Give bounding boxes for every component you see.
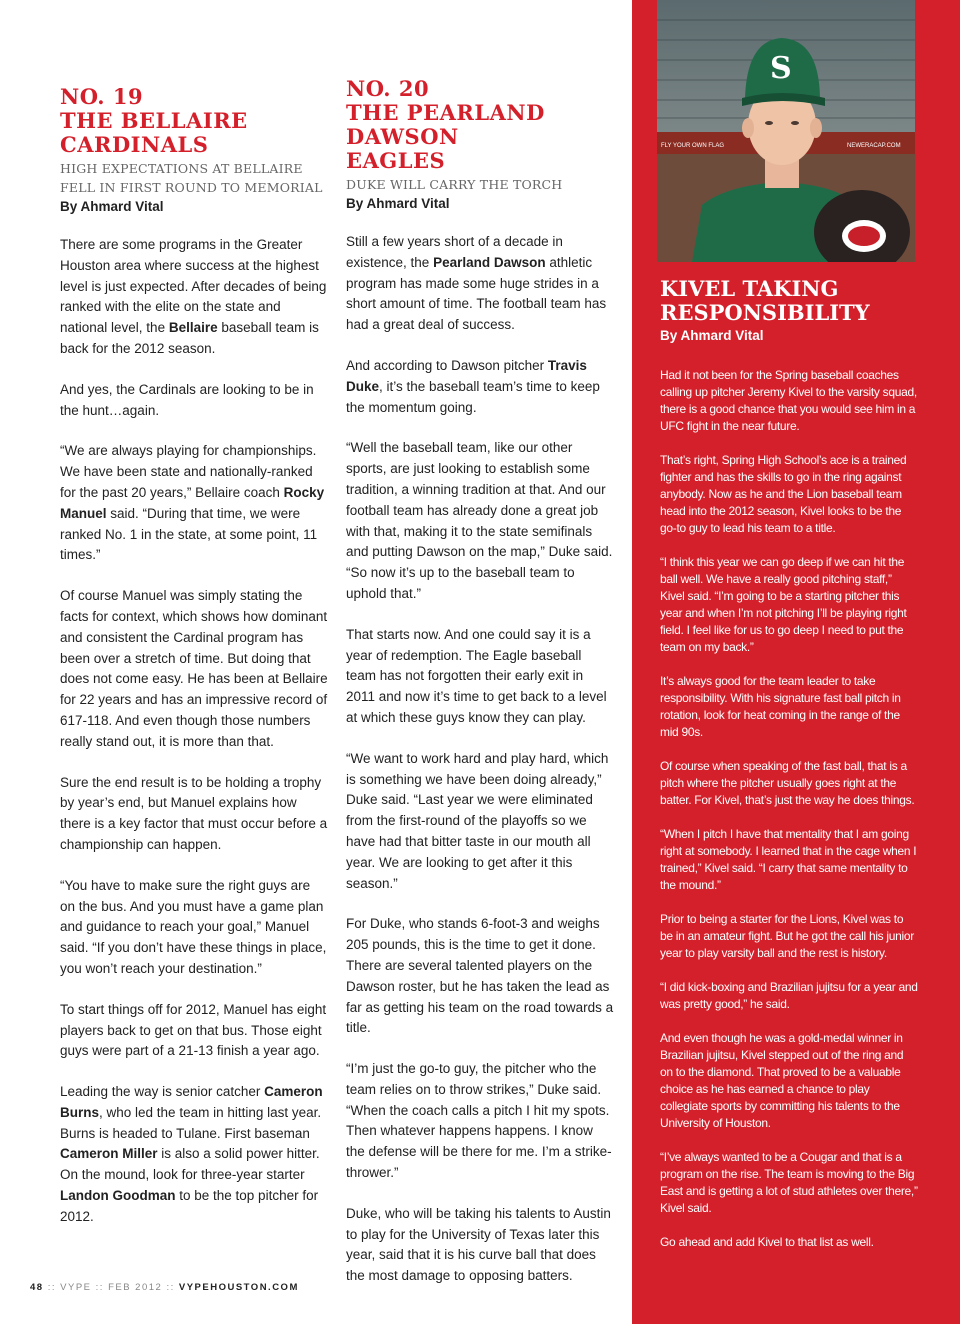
byline: By Ahmard Vital	[60, 199, 164, 214]
article-subhead: HIGH EXPECTATIONS AT BELLAIRE	[60, 161, 303, 176]
paragraph: Prior to being a starter for the Lions, Kivel was to be in an amateur fight. But he got the call his junior year to play varsity ball and the rest is history.	[660, 912, 914, 960]
banner-right-text: NEWERACAP.COM	[847, 143, 901, 149]
article-number: NO. 19	[60, 84, 144, 109]
issue-date: FEB 2012	[108, 1282, 163, 1293]
paragraph: “I did kick-boxing and Brazilian jujitsu for a year and was pretty good,” he said.	[660, 980, 918, 1011]
paragraph: That starts now. And one could say it is a year of redemption. The Eagle baseball team has not forgotten their early exit in 2011 and now it’s time to get back to a level at which these guys know they can play.	[346, 626, 607, 725]
banner-left-text: FLY YOUR OWN FLAG	[661, 143, 725, 149]
paragraph: Still a few years short of a decade in existence, the Pearland Dawson athletic program has made some huge strides in a short amount of time. The football team has had a great deal of success.	[346, 234, 607, 333]
paragraph: “Well the baseball team, like our other sports, are just looking to establish some tradition, a winning tradition at that. And our football team has already done a great job with that, making it to the state semifinals and putting Dawson on the map,” Duke said. “So now it’s up to the baseball team to uphold that.”	[346, 440, 613, 601]
paragraph: “I’ve always wanted to be a Cougar and that is a program on the rise. The team is moving to the Big East and is getting a lot of stud athletes over there,” Kivel said.	[660, 1150, 918, 1215]
sidebar-byline: By Ahmard Vital	[660, 328, 764, 343]
article-bellaire	[60, 85, 328, 1248]
sidebar-title: KIVEL TAKING RESPONSIBILITY	[660, 276, 870, 325]
player-photo-illustration	[657, 0, 915, 262]
article-body	[346, 232, 614, 1287]
paragraph: And even though he was a gold-medal winner in Brazilian jujitsu, Kivel stepped out of the ring and on to the diamond. That proved to be a valuable choice as he has earned a chance to play collegiate sports by committing his talents to the University of Houston.	[660, 1031, 904, 1130]
paragraph: “I’m just the go-to guy, the pitcher who the team relies on to throw strikes,” Duke said. “When the coach calls a pitch I hit my spots. Then whatever happens happens. I know the defense will be there for me. I’m a strike-thrower.”	[346, 1061, 612, 1181]
article-subhead-2: FELL IN FIRST ROUND TO MEMORIAL	[60, 180, 323, 195]
paragraph: Go ahead and add Kivel to that list as well.	[660, 1235, 874, 1249]
magazine-name: VYPE	[60, 1282, 92, 1293]
byline: By Ahmard Vital	[346, 196, 450, 211]
separator: ::	[95, 1282, 109, 1293]
paragraph: Leading the way is senior catcher Cameron Burns, who led the team in hitting last year. Burns is headed to Tulane. First baseman Cameron Miller is also a solid power hitter. On the mound, look for three-year starter Landon Goodman to be the top pitcher for 2012.	[60, 1084, 323, 1224]
paragraph: “We want to work hard and play hard, which is something we have been doing already,” Duke said. “Last year we were eliminated from the first-round of the playoffs so we have had that bitter taste in our mouth all year. We are looking to get after it this season.”	[346, 750, 609, 891]
paragraph: For Duke, who stands 6-foot-3 and weighs 205 pounds, this is the time to get it done. There are several talented players on the Dawson roster, but he has taken the lead as far as getting his team on the road towards a title.	[346, 916, 614, 1036]
sidebar-body	[660, 367, 918, 1268]
cap-letter: S	[770, 51, 792, 86]
article-body	[60, 235, 328, 1228]
separator: ::	[47, 1282, 61, 1293]
paragraph: Of course when speaking of the fast ball, that is a pitch where the pitcher usually goes right at the batter. For Kivel, that’s just the way he does things.	[660, 759, 915, 807]
page-number: 48	[30, 1282, 44, 1293]
separator: ::	[166, 1282, 179, 1293]
article-subhead: DUKE WILL CARRY THE TORCH	[346, 177, 563, 192]
paragraph: To start things off for 2012, Manuel has eight players back to get on that bus. Those eight guys were part of a 21-13 finish a year ago.	[60, 1001, 327, 1059]
paragraph: And according to Dawson pitcher Travis Duke, it’s the baseball team’s time to keep the momentum going.	[346, 357, 600, 415]
paragraph: Had it not been for the Spring baseball coaches calling up pitcher Jeremy Kivel to the varsity squad, there is a good chance that you would see him in a UFC fight in the near future.	[660, 368, 917, 433]
website: VYPEHOUSTON.COM	[178, 1282, 299, 1293]
article-title: THE PEARLAND DAWSON EAGLES	[346, 100, 545, 173]
article-pearland-dawson	[346, 77, 614, 1307]
paragraph: Duke, who will be taking his talents to Austin to play for the University of Texas later this year, said that it is his curve ball that does the most damage to opposing batters.	[346, 1205, 611, 1284]
player-photo	[657, 0, 915, 262]
paragraph: And yes, the Cardinals are looking to be in the hunt…again.	[60, 381, 314, 418]
page-footer	[30, 1282, 299, 1293]
paragraph: Sure the end result is to be holding a trophy by year’s end, but Manuel explains how there is a key factor that must occur before a championship can happen.	[60, 774, 328, 852]
paragraph: “When I pitch I have that mentality that I am going right at somebody. I learned that in the cage when I trained,” Kivel said. “I carry that same mentality to the mound.”	[660, 827, 917, 892]
paragraph: “You have to make sure the right guys are on the bus. And you must have a game plan and guidance to reach your goal,” Manuel said. “If you don’t have these things in place, you won’t reach your destination.”	[60, 877, 327, 976]
article-number: NO. 20	[346, 76, 430, 101]
paragraph: It’s always good for the team leader to take responsibility. With his signature fast ball pitch in rotation, look for heat coming in the range of the mid 90s.	[660, 674, 901, 739]
paragraph: Of course Manuel was simply stating the facts for context, which shows how dominant and consistent the Cardinal program has been over a stretch of time. But doing that does not come easy. He has been at Bellaire for 22 years and has an impressive record of 617-118. And even though those numbers really stand out, it is more than that.	[60, 588, 328, 749]
paragraph: “We are always playing for championships. We have been state and nationally-ranked for the past 20 years,” Bellaire coach Rocky Manuel said. “During that time, we were ranked No. 1 in the state, at some point, 11 times.”	[60, 443, 325, 563]
article-title: THE BELLAIRE CARDINALS	[60, 108, 248, 157]
paragraph: There are some programs in the Greater Houston area where success at the highest level is just expected. After decades of being ranked with the elite on the state and national level, the Bellaire baseball team is back for the 2012 season.	[60, 237, 327, 356]
paragraph: “I think this year we can go deep if we can hit the ball well. We have a really good pitching staff,” Kivel said. “I’m going to be a starting pitcher this year and when I’m not pitching I’ll be playing right field. I feel like for us to go deep I need to put the team on my back.”	[660, 555, 907, 654]
paragraph: That’s right, Spring High School’s ace is a trained fighter and has the skills to go in the ring against anybody. Now as he and the Lion baseball team head into the 2012 season, Kivel looks to be the go-to guy to lead his team to a title.	[660, 453, 907, 535]
